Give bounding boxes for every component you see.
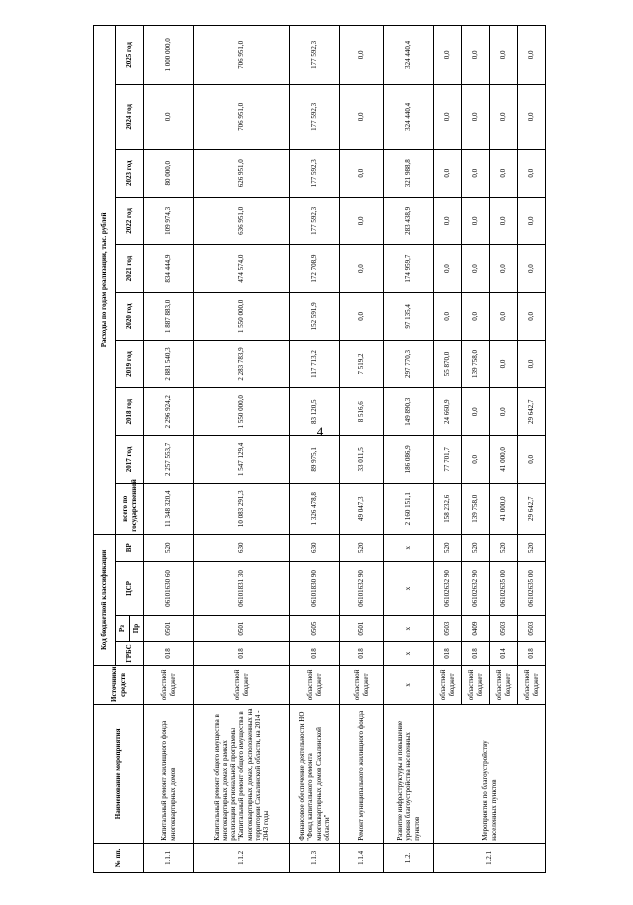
cell-csr: 06102632 90 (434, 561, 462, 615)
cell-grbs: 018 (144, 642, 194, 666)
cell-2020: 1 887 883,0 (144, 292, 194, 340)
cell-rz: 0505 (290, 616, 340, 642)
cell-2020: 0,0 (462, 292, 490, 340)
table-row (434, 26, 462, 873)
cell-2025: 0,0 (490, 26, 518, 85)
cell-2020: 0,0 (434, 292, 462, 340)
table-header (94, 26, 144, 873)
cell-rz: 0503 (434, 616, 462, 642)
cell-2017: 186 086,9 (384, 436, 434, 484)
table-row (144, 26, 194, 873)
cell-rz: х (384, 616, 434, 642)
cell-2017: 77 701,7 (434, 436, 462, 484)
cell-csr: 06101630 60 (144, 561, 194, 615)
cell-2018: 0,0 (490, 388, 518, 436)
cell-2025: 1 000 000,0 (144, 26, 194, 85)
col-2019-header: 2019 год (116, 340, 144, 388)
cell-2023: 80 000,0 (144, 149, 194, 197)
cell-2017: 89 975,1 (290, 436, 340, 484)
col-2025-header: 2025 год (116, 26, 144, 85)
cell-2024: 0,0 (518, 84, 546, 149)
cell-source: областной бюджет (340, 665, 384, 704)
cell-num: 1.2.1 (434, 843, 546, 872)
cell-2020: 97 135,4 (384, 292, 434, 340)
cell-vr: 520 (144, 534, 194, 561)
cell-2019: 0,0 (490, 340, 518, 388)
cell-2018: 1 550 000,0 (194, 388, 290, 436)
cell-rz: 0503 (518, 616, 546, 642)
cell-2023: 0,0 (434, 149, 462, 197)
cell-2017: 2 257 553,7 (144, 436, 194, 484)
col-2023-header: 2023 год (116, 149, 144, 197)
cell-2020: 1 550 000,0 (194, 292, 290, 340)
cell-total: 2 160 151,1 (384, 483, 434, 534)
cell-name: Капитальный ремонт жилищного фонда многоквартирных домов (144, 704, 194, 843)
cell-2020: 152 591,9 (290, 292, 340, 340)
cell-2024: 324 440,4 (384, 84, 434, 149)
cell-source: областной бюджет (194, 665, 290, 704)
cell-2022: 177 592,3 (290, 197, 340, 245)
cell-total: 41 000,0 (490, 483, 518, 534)
budget-table (93, 25, 546, 873)
col-2024-header: 2024 год (116, 84, 144, 149)
cell-2022: 0,0 (340, 197, 384, 245)
cell-vr: 630 (290, 534, 340, 561)
cell-name: Капитальный ремонт общего имущества в многоквартирных домах в рамках реализации региональной программы "Капитальный ремонт общего имущества в многоквартирных домах, расположенных на территории Сахалинской области, на 2014 - 2043 годы (194, 704, 290, 843)
cell-2023: 626 951,0 (194, 149, 290, 197)
cell-2019: 2 881 540,3 (144, 340, 194, 388)
cell-2019: 55 870,0 (434, 340, 462, 388)
cell-total: 29 642,7 (518, 483, 546, 534)
cell-2020: 0,0 (340, 292, 384, 340)
col-grbs-header: ГРБС (116, 642, 144, 666)
cell-name: Мероприятия по благоустройству населенных пунктов (434, 704, 546, 843)
cell-total: 11 348 320,4 (144, 483, 194, 534)
cell-2019: 2 283 783,9 (194, 340, 290, 388)
col-rz-header: Рз (116, 616, 130, 642)
cell-2023: 177 592,3 (290, 149, 340, 197)
cell-num: 1.1.3 (290, 843, 340, 872)
cell-2019: 297 770,3 (384, 340, 434, 388)
cell-vr: 520 (490, 534, 518, 561)
cell-2025: 0,0 (518, 26, 546, 85)
cell-2025: 0,0 (340, 26, 384, 85)
cell-2021: 174 959,7 (384, 245, 434, 293)
col-expenses-header: Расходы по годам реализации, тыс. рублей (94, 26, 116, 535)
cell-2025: 0,0 (462, 26, 490, 85)
cell-2025: 706 951,0 (194, 26, 290, 85)
cell-rz: 0501 (194, 616, 290, 642)
cell-csr: 06101830 90 (290, 561, 340, 615)
col-source-header: Источники средств (94, 665, 144, 704)
cell-vr: х (384, 534, 434, 561)
col-pr-header: Пр (130, 616, 144, 642)
cell-grbs: 018 (518, 642, 546, 666)
col-name-header: Наименование мероприятия (94, 704, 144, 843)
cell-name: Ремонт муниципального жилищного фонда (340, 704, 384, 843)
cell-vr: 630 (194, 534, 290, 561)
cell-vr: 520 (518, 534, 546, 561)
cell-grbs: 014 (490, 642, 518, 666)
page-number: 4 (316, 424, 324, 439)
cell-2022: 109 974,3 (144, 197, 194, 245)
cell-csr: 06102635 00 (518, 561, 546, 615)
cell-grbs: 018 (434, 642, 462, 666)
cell-2020: 0,0 (490, 292, 518, 340)
table-row (290, 26, 340, 873)
col-budget-class-header: Код бюджетной классификации (94, 534, 116, 665)
cell-2021: 0,0 (490, 245, 518, 293)
cell-total: 139 758,0 (462, 483, 490, 534)
cell-total: 49 047,3 (340, 483, 384, 534)
cell-2021: 0,0 (462, 245, 490, 293)
cell-rz: 0409 (462, 616, 490, 642)
cell-2023: 0,0 (462, 149, 490, 197)
cell-2024: 0,0 (434, 84, 462, 149)
cell-name: Финансовое обеспечение деятельности НО "Фонд капитального ремонта многоквартирных домов Сахалинской области" (290, 704, 340, 843)
cell-2025: 324 440,4 (384, 26, 434, 85)
cell-2022: 0,0 (490, 197, 518, 245)
cell-2018: 149 890,3 (384, 388, 434, 436)
cell-2021: 474 574,0 (194, 245, 290, 293)
cell-2023: 0,0 (518, 149, 546, 197)
cell-csr: 06101831 30 (194, 561, 290, 615)
cell-2023: 0,0 (340, 149, 384, 197)
cell-source: областной бюджет (144, 665, 194, 704)
cell-2024: 0,0 (144, 84, 194, 149)
rotated-table-wrapper (93, 25, 538, 873)
cell-num: 1.1.4 (340, 843, 384, 872)
cell-grbs: 018 (194, 642, 290, 666)
cell-grbs: 018 (340, 642, 384, 666)
cell-num: 1.2. (384, 843, 434, 872)
cell-vr: 520 (434, 534, 462, 561)
cell-2021: 172 708,9 (290, 245, 340, 293)
cell-name: Развитие инфраструктуры и повышение уровня благоустройства населенных пунктов (384, 704, 434, 843)
col-total-header: всего по государственной (116, 483, 144, 534)
cell-2024: 0,0 (490, 84, 518, 149)
col-csr-header: ЦСР (116, 561, 144, 615)
cell-vr: 520 (462, 534, 490, 561)
cell-2022: 0,0 (518, 197, 546, 245)
cell-rz: 0503 (490, 616, 518, 642)
cell-total: 158 232,6 (434, 483, 462, 534)
cell-2021: 0,0 (518, 245, 546, 293)
cell-grbs: х (384, 642, 434, 666)
cell-2018: 83 120,5 (290, 388, 340, 436)
cell-csr: 06101632 90 (340, 561, 384, 615)
col-2020-header: 2020 год (116, 292, 144, 340)
col-2022-header: 2022 год (116, 197, 144, 245)
cell-csr: х (384, 561, 434, 615)
cell-2019: 7 519,2 (340, 340, 384, 388)
cell-2022: 0,0 (462, 197, 490, 245)
cell-2024: 177 592,3 (290, 84, 340, 149)
cell-num: 1.1.1 (144, 843, 194, 872)
cell-2021: 0,0 (434, 245, 462, 293)
col-2017-header: 2017 год (116, 436, 144, 484)
cell-2021: 834 444,9 (144, 245, 194, 293)
cell-2018: 0,0 (462, 388, 490, 436)
col-2021-header: 2021 год (116, 245, 144, 293)
cell-2022: 0,0 (434, 197, 462, 245)
cell-2025: 0,0 (434, 26, 462, 85)
cell-source: областной бюджет (290, 665, 340, 704)
cell-grbs: 018 (462, 642, 490, 666)
cell-2021: 0,0 (340, 245, 384, 293)
cell-2022: 283 438,9 (384, 197, 434, 245)
cell-source: областной бюджет (518, 665, 546, 704)
col-2018-header: 2018 год (116, 388, 144, 436)
cell-2020: 0,0 (518, 292, 546, 340)
cell-source: областной бюджет (490, 665, 518, 704)
cell-2024: 706 951,0 (194, 84, 290, 149)
cell-source: областной бюджет (434, 665, 462, 704)
cell-num: 1.1.2 (194, 843, 290, 872)
cell-total: 10 083 291,3 (194, 483, 290, 534)
cell-source: областной бюджет (462, 665, 490, 704)
table-row (384, 26, 434, 873)
cell-2017: 0,0 (462, 436, 490, 484)
cell-csr: 06102632 90 (462, 561, 490, 615)
cell-2023: 0,0 (490, 149, 518, 197)
cell-source: х (384, 665, 434, 704)
cell-2019: 0,0 (518, 340, 546, 388)
cell-2018: 24 660,9 (434, 388, 462, 436)
table-row (340, 26, 384, 873)
cell-csr: 06102635 00 (490, 561, 518, 615)
table-body (144, 26, 546, 873)
cell-2017: 41 000,0 (490, 436, 518, 484)
col-num-header: № пп. (94, 843, 144, 872)
cell-rz: 0501 (340, 616, 384, 642)
cell-2024: 0,0 (340, 84, 384, 149)
cell-2019: 117 713,2 (290, 340, 340, 388)
cell-2018: 8 516,6 (340, 388, 384, 436)
cell-2018: 29 642,7 (518, 388, 546, 436)
cell-2022: 636 951,0 (194, 197, 290, 245)
cell-vr: 520 (340, 534, 384, 561)
table-row (194, 26, 290, 873)
cell-2017: 1 547 129,4 (194, 436, 290, 484)
cell-2023: 321 988,8 (384, 149, 434, 197)
cell-2017: 33 011,5 (340, 436, 384, 484)
cell-grbs: 018 (290, 642, 340, 666)
cell-2018: 2 296 924,2 (144, 388, 194, 436)
cell-total: 1 326 478,8 (290, 483, 340, 534)
cell-2024: 0,0 (462, 84, 490, 149)
cell-2017: 0,0 (518, 436, 546, 484)
col-vr-header: ВР (116, 534, 144, 561)
cell-2019: 139 758,0 (462, 340, 490, 388)
cell-rz: 0501 (144, 616, 194, 642)
cell-2025: 177 592,3 (290, 26, 340, 85)
